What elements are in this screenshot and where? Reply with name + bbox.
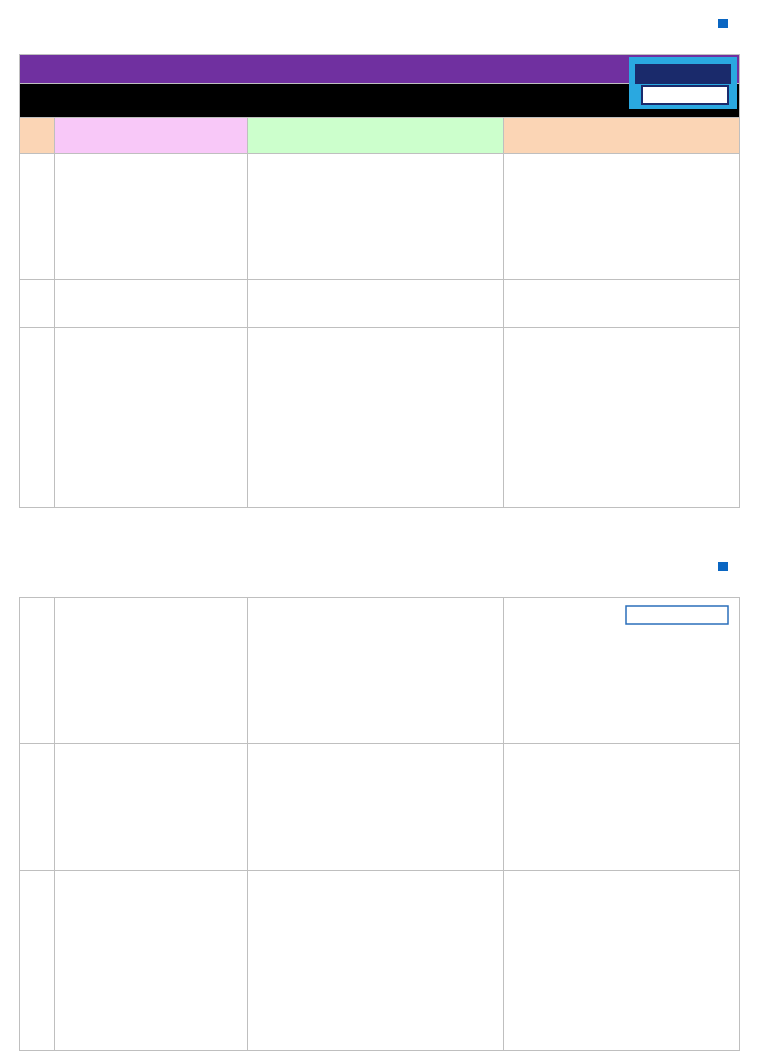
- row-number: [20, 154, 55, 280]
- faq-table-2: [19, 597, 740, 1051]
- linkedin-icon: [718, 562, 728, 571]
- answer-cell: [248, 328, 504, 508]
- answer-cell: [248, 154, 504, 280]
- question-cell: [55, 598, 248, 744]
- questions-answers-image: [629, 57, 737, 109]
- answer-cell: [248, 598, 504, 744]
- table-row: [20, 598, 740, 744]
- table-row: [20, 744, 740, 871]
- student-notes-cell[interactable]: [504, 280, 740, 328]
- answer-cell: [248, 280, 504, 328]
- table-row: [20, 154, 740, 280]
- question-cell: [55, 280, 248, 328]
- question-cell: [55, 328, 248, 508]
- student-notes-cell[interactable]: [504, 328, 740, 508]
- student-notes-cell[interactable]: [504, 744, 740, 871]
- page-2: [0, 543, 768, 1051]
- linkedin-icon: [718, 19, 728, 28]
- column-header-sno: [20, 118, 55, 154]
- badge-answers-text: [641, 85, 729, 105]
- row-number: [20, 598, 55, 744]
- column-header-notes: [504, 118, 740, 154]
- contact-block: [718, 561, 730, 572]
- column-header-question: [55, 118, 248, 154]
- page-header: [0, 543, 768, 597]
- question-cell: [55, 744, 248, 871]
- behavioural-safety-diagram: [608, 604, 746, 732]
- page-header: [0, 0, 768, 54]
- column-header-answer: [248, 118, 504, 154]
- row-number: [20, 328, 55, 508]
- badge-questions-text: [635, 64, 731, 84]
- student-notes-cell[interactable]: [504, 154, 740, 280]
- table-row: [20, 280, 740, 328]
- table-row: [20, 328, 740, 508]
- row-number: [20, 280, 55, 328]
- faq-table-1: [19, 54, 740, 508]
- question-cell: [55, 154, 248, 280]
- page-1: [0, 0, 768, 508]
- row-number: [20, 744, 55, 871]
- contact-block: [718, 18, 730, 29]
- answer-cell: [248, 744, 504, 871]
